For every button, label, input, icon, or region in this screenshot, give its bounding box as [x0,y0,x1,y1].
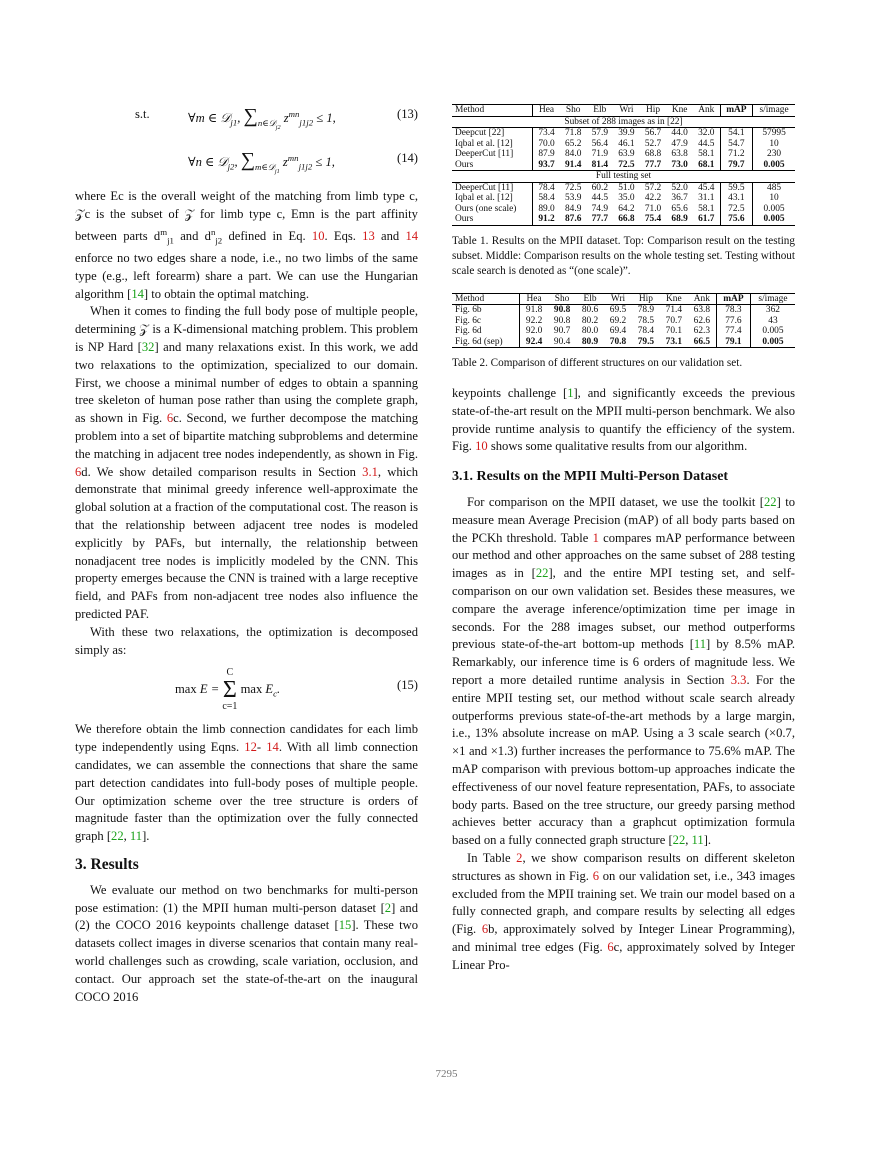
eq14-body: ∀n ∈ 𝒟$_{j2}$, $\sum_{m\in 𝒟_{j1}}$ $z^{mn}_{j1j2} \le 1$, [188,149,335,175]
left-column [75,100,418,1006]
equation-14 [75,144,418,188]
cite-22[interactable]: 22 [111,829,124,844]
eq13-body: ∀m ∈ 𝒟$_{j1}$, $\sum_{n\in 𝒟_{j2}}$ $z^{mn}_{j1j2} \le 1$, [188,105,336,131]
table1-header-row: Method Hea Sho Elb Wri Hip Kne Ank mAP s/image [452,105,795,117]
table2-header-row: Method Hea Sho Elb Wri Hip Kne Ank mAP s/image [452,293,795,305]
cite-22c[interactable]: 22 [672,833,686,848]
ref-eq10[interactable]: 10 [311,228,325,243]
table-row: Fig. 6c 92.2 90.8 80.2 69.2 78.5 70.7 62.6 77.6 43 [452,316,795,327]
table-row: Fig. 6d (sep) 92.4 90.4 80.9 70.8 79.5 73.1 66.5 79.1 0.005 [452,337,795,348]
ref-section31[interactable]: 3.1 [362,464,378,479]
table-row: Fig. 6b 91.8 90.8 80.6 69.5 78.9 71.4 63.8 78.3 362 [452,305,795,316]
table-row: Ours 93.7 91.4 81.4 72.5 77.7 73.0 68.1 79.7 0.005 [452,160,795,171]
ref-eq12[interactable]: 12 [244,740,257,755]
ref-eq13[interactable]: 13 [362,228,375,243]
ref-fig6d[interactable]: 6 [75,464,82,479]
equation-15 [75,659,418,721]
paragraph-skeleton-structures: In Table 2, we show comparison results on different skeleton structures as shown in Fig. 6 on our validation set, i.e., 343 images excluded from the MPII training set. We train our model based on a fully connected graph, and compare results by selecting all edges (Fig. 6b, approximately solved by Integer Linear Programming), and minimal tree edges (Fig. 6c, approximately solved by Integer Linear Pro- [452,850,795,972]
table-row: Deepcut [22] 73.4 71.8 57.9 39.9 56.7 44.0 32.0 54.1 57995 [452,128,795,139]
cite-11[interactable]: 11 [129,829,143,844]
table-row: DeeperCut [11] 78.4 72.5 60.2 51.0 57.2 52.0 45.4 59.5 485 [452,182,795,193]
ref-fig6c[interactable]: 6 [166,411,174,426]
table-2 [452,293,795,349]
section-heading-results: 3. Results [75,856,139,873]
cite-22b[interactable]: 22 [535,566,549,581]
eq15-body: max E = C Σ c=1 $\max E_c$. [175,667,281,713]
ref-table1[interactable]: 1 [592,530,599,545]
table-row: Ours (one scale) 89.0 84.9 74.9 64.2 71.0 65.6 58.1 72.5 0.005 [452,204,795,215]
eq14-number: (14) [397,151,418,165]
cite-11b[interactable]: 11 [691,833,704,848]
equation-13 [75,100,418,144]
cite-11[interactable]: 11 [693,637,707,652]
table1-full-header: Full testing set [452,171,795,183]
paragraph-mpii-comparison: For comparison on the MPII dataset, we use the toolkit [22] to measure mean Average Precision (mAP) of all body parts based on the PCKh threshold. Table 1 compares mAP performance between our method and other approaches on the same subset of 288 testing images as in [22], and the entire MPI testing set, and self-comparison on our own validation set. Besides these measures, we compare the average inference/optimization time per image in seconds. For the 288 images subset, our method outperforms previous state-of-the-art bottom-up methods [11] by 8.5% mAP. Remarkably, our inference time is 6 orders of magnitude less. We report a more detailed runtime analysis in Section 3.3. For the entire MPII testing set, our method without scale search already outperforms previous state-of-the-art methods by a large margin, i.e., 13% absolute increase on mAP. Using a 3 scale search (×0.7, ×1 and ×1.3) further increases the performance to 75.6% mAP. The mAP comparison with previous bottom-up approaches indicate the effectiveness of our novel feature representation, PAFs, to associate body parts. Based on the tree structure, our greedy parsing method achieves better accuracy than a graphcut optimization formula based on a fully connected graph structure [22, 11]. [452,494,796,848]
ref-section33[interactable]: 3.3 [730,672,747,687]
cite-15[interactable]: 15 [338,918,352,933]
table2-caption: Table 2. Comparison of different structures on our validation set. [452,357,743,369]
cite-32[interactable]: 32 [141,340,155,355]
table-row: Ours 91.2 87.6 77.7 66.8 75.4 68.9 61.7 75.6 0.005 [452,214,795,225]
cite-2[interactable]: 2 [384,900,392,915]
table-row: Iqbal et al. [12] 58.4 53.9 44.5 35.0 42.2 36.7 31.1 43.1 10 [452,193,795,204]
cite-22[interactable]: 22 [764,494,777,509]
paragraph-relaxations: When it comes to finding the full body pose of multiple people, determining 𝒵 is a K-dimensional matching problem. This problem is NP Hard [32] and many relaxations exist. In this work, we add two relaxations to the optimization, specialized to our domain. First, we choose a minimal number of edges to obtain a spanning tree skeleton of human pose rather than using the complete graph, as shown in Fig. 6c. Second, we further decompose the matching problem into a set of bipartite matching subproblems and determine the matching in adjacent tree nodes independently, as shown in Fig. 6d. We show detailed comparison results in Section 3.1, which demonstrate that minimal greedy inference well-approximate the global solution at a fraction of the computational cost. The reason is that the relationship between adjacent tree nodes is modeled explicitly by PAFs, but internally, the relationship between nonadjacent tree nodes is implicitly modeled by the CNN. This property emerges because the CNN is trained with a large receptive field, and PAFs from non-adjacent tree nodes also influence the predicted PAF. [75,304,419,622]
ref-eq14[interactable]: 14 [405,228,419,243]
table-row: DeeperCut [11] 87.9 84.0 71.9 63.9 68.8 63.8 58.1 71.2 230 [452,149,795,160]
table-1 [452,104,795,226]
paragraph-keypoints: keypoints challenge [1], and significantly exceeds the previous state-of-the-art result on the MPII multi-person benchmark. We also provide runtime analysis to quantify the efficiency of the system. Fig. 10 shows some qualitative results from our algorithm. [452,386,795,454]
ref-table2[interactable]: 2 [516,850,523,865]
ref-fig6[interactable]: 6 [592,868,599,883]
eq15-number: (15) [397,678,418,693]
paragraph-benchmarks: We evaluate our method on two benchmarks for multi-person pose estimation: (1) the MPII human multi-person dataset [2] and (2) the COCO 2016 keypoints challenge dataset [15]. These two datasets collect images in diverse scenarios that contain many real-world challenges such as crowding, scale variation, occlusion, and contact. Our approach set the state-of-the-art on the inaugural COCO 2016 [75,882,419,1004]
right-column [452,104,795,975]
cite-1[interactable]: 1 [567,386,574,400]
ref-eq14b[interactable]: 14 [266,740,279,755]
ref-fig6b[interactable]: 6 [481,922,489,937]
table1-caption: Table 1. Results on the MPII dataset. Top: Comparison result on the testing subset. Middle: Comparison results on the whole testing set. Testing without scale search is denoted as “(one scale)”. [452,234,795,277]
table-row: Fig. 6d 92.0 90.7 80.0 69.4 78.4 70.1 62.3 77.4 0.005 [452,326,795,337]
section-heading-mpii: 3.1. Results on the MPII Multi-Person Dataset [452,469,729,485]
table-row: Iqbal et al. [12] 70.0 65.2 56.4 46.1 52.7 47.9 44.5 54.7 10 [452,139,795,150]
eq13-prefix: s.t. [135,107,150,121]
cite-14[interactable]: 14 [131,286,144,301]
paragraph-decomposed: With these two relaxations, the optimization is decomposed simply as: [75,624,418,657]
paragraph-limb-candidates: We therefore obtain the limb connection candidates for each limb type independently using Eqns. 12- 14. With all limb connection candidates, we can assemble the connections that share the same part detection candidates into full-body poses of multiple people. Our optimization scheme over the tree structure is orders of magnitude faster than the optimization over the fully connected graph [22, 11]. [75,722,419,844]
ref-fig6c-right[interactable]: 6 [607,939,614,954]
page-number: 7295 [435,1068,458,1080]
eq13-number: (13) [397,107,418,121]
ref-fig10[interactable]: 10 [475,439,488,454]
paragraph-matching: where Ec is the overall weight of the matching from limb type c, 𝒵c is the subset of 𝒵 for limb type c, Emn is the part affinity between parts $d^m_{j1}$ and $d^n_{j2}$ defined in Eq. 10. Eqs. 13 and 14 enforce no two edges share a node, i.e., no two limbs of the same type (e.g., left forearm) share a part. We can use the Hungarian algorithm [14] to obtain the optimal matching. [75,189,419,301]
table1-subset-header: Subset of 288 images as in [22] [452,116,795,128]
